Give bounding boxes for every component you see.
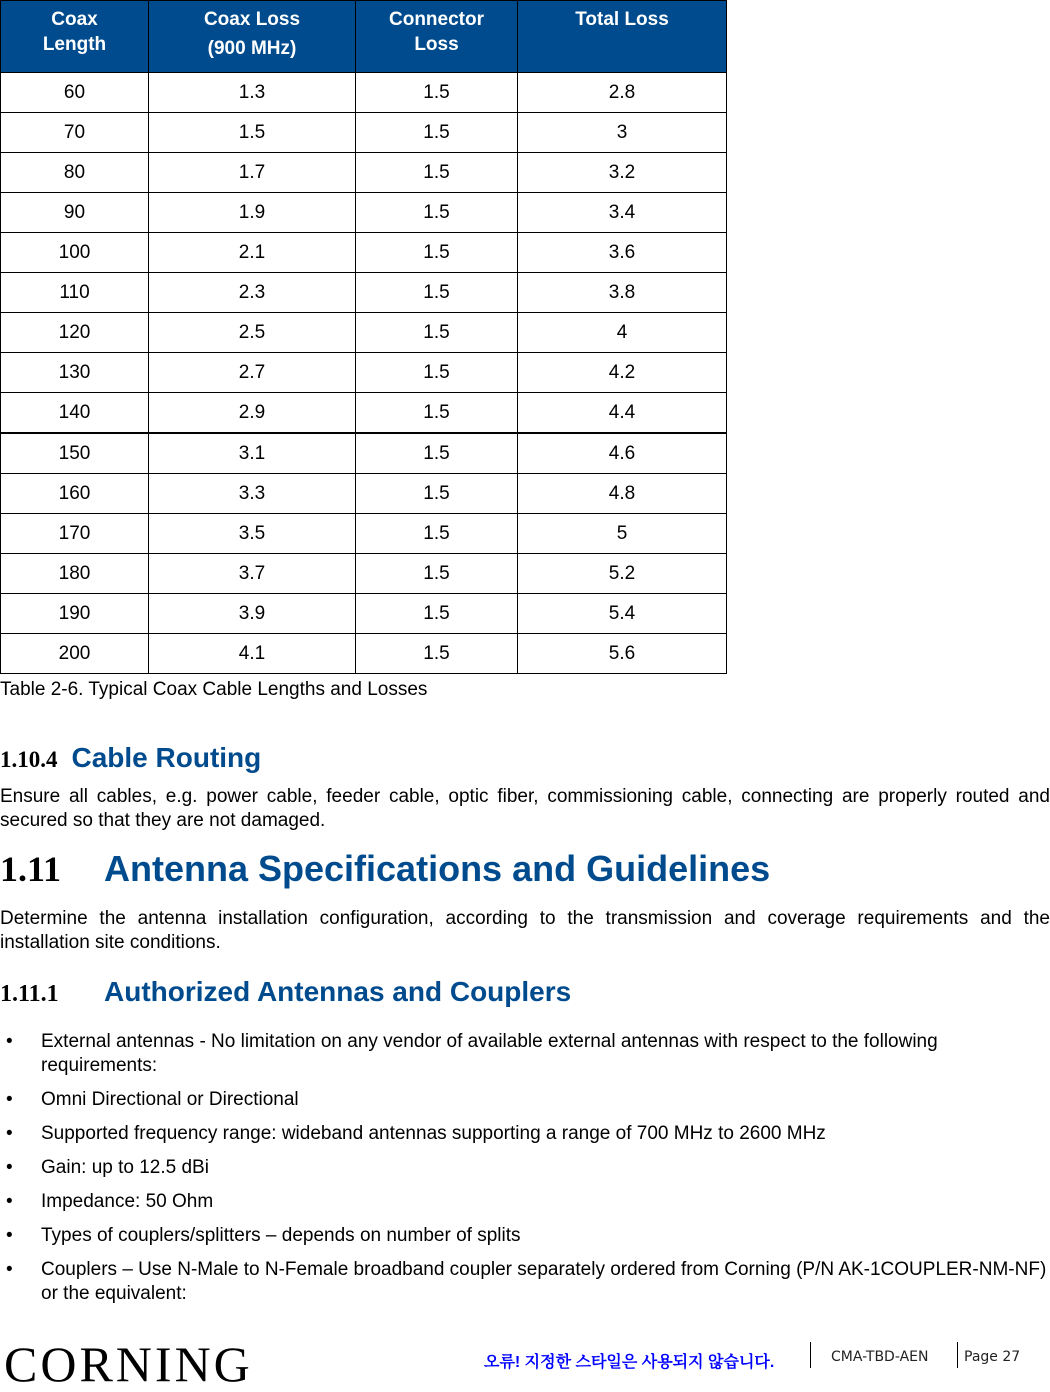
table-row — [1, 153, 727, 193]
table-cell: 1.5 — [356, 153, 518, 193]
footer-page-number: Page 27 — [964, 1349, 1021, 1365]
table-cell: 1.5 — [356, 73, 518, 113]
section-title: Authorized Antennas and Couplers — [104, 976, 572, 1007]
table-header-row — [1, 1, 727, 73]
table-cell: 1.5 — [356, 554, 518, 594]
footer-divider — [810, 1342, 811, 1368]
table-cell: 1.5 — [356, 273, 518, 313]
table-cell: 2.3 — [149, 273, 356, 313]
table-cell: 2.9 — [149, 393, 356, 434]
table-cell: 130 — [1, 353, 149, 393]
section-number: 1.11 — [0, 849, 62, 889]
table-cell: 1.5 — [356, 353, 518, 393]
table-cell: 1.5 — [356, 634, 518, 674]
list-item: • Supported frequency range: wideband antennas supporting a range of 700 MHz to 2600 MHz — [6, 1123, 826, 1144]
table-cell: 170 — [1, 514, 149, 554]
table-cell: 1.5 — [356, 594, 518, 634]
table-row — [1, 73, 727, 113]
table-row — [1, 233, 727, 273]
table-cell: 1.5 — [356, 113, 518, 153]
table-cell: 4 — [518, 313, 727, 353]
list-item: • Impedance: 50 Ohm — [6, 1191, 214, 1212]
antenna-specifications-paragraph: Determine the antenna installation configuration, according to the transmission and coverage requirements and the installation site conditions. — [0, 908, 1050, 953]
table-cell: 1.7 — [149, 153, 356, 193]
table-caption: Table 2-6. Typical Coax Cable Lengths and Losses — [0, 679, 428, 700]
table-cell: 3.8 — [518, 273, 727, 313]
bullet-icon: • — [6, 1157, 13, 1178]
table-cell: 4.4 — [518, 393, 727, 434]
header-connector-loss: Connector Loss — [356, 1, 518, 73]
table-cell: 5.6 — [518, 634, 727, 674]
table-cell: 150 — [1, 433, 149, 474]
antenna-requirements-list — [0, 1030, 1050, 1316]
bullet-icon: • — [6, 1089, 13, 1110]
footer-divider — [957, 1342, 958, 1368]
section-number: 1.10.4 — [0, 747, 58, 772]
table-cell: 3 — [518, 113, 727, 153]
table-cell: 4.2 — [518, 353, 727, 393]
table-cell: 1.5 — [356, 313, 518, 353]
table-cell: 200 — [1, 634, 149, 674]
table-row — [1, 554, 727, 594]
corning-logo: CORNING — [4, 1336, 253, 1392]
table-cell: 5 — [518, 514, 727, 554]
table-cell: 3.7 — [149, 554, 356, 594]
section-title: Antenna Specifications and Guidelines — [104, 848, 771, 889]
table-cell: 3.6 — [518, 233, 727, 273]
footer-style-error: 오류! 지정한 스타일은 사용되지 않습니다. — [484, 1354, 775, 1371]
table-row — [1, 594, 727, 634]
bullet-icon: • — [6, 1259, 13, 1280]
table-cell: 1.9 — [149, 193, 356, 233]
table-row — [1, 353, 727, 393]
table-cell: 3.3 — [149, 474, 356, 514]
header-total-loss: Total Loss — [518, 1, 727, 73]
table-cell: 1.5 — [356, 474, 518, 514]
table-cell: 120 — [1, 313, 149, 353]
table-cell: 3.1 — [149, 433, 356, 474]
bullet-icon: • — [6, 1123, 13, 1144]
table-cell: 5.4 — [518, 594, 727, 634]
cable-routing-paragraph: Ensure all cables, e.g. power cable, feeder cable, optic fiber, commissioning cable, connecting are properly routed and secured so that they are not damaged. — [0, 786, 1050, 831]
table-cell: 190 — [1, 594, 149, 634]
table-cell: 140 — [1, 393, 149, 434]
table-cell: 70 — [1, 113, 149, 153]
bullet-icon: • — [6, 1225, 13, 1246]
header-coax-loss: Coax Loss (900 MHz) — [149, 1, 356, 73]
heading-cable-routing — [0, 742, 261, 774]
table-cell: 3.9 — [149, 594, 356, 634]
table-cell: 1.5 — [356, 393, 518, 434]
table-row — [1, 433, 727, 474]
list-item: • Couplers – Use N-Male to N-Female broadband coupler separately ordered from Corning (P/N AK-1COUPLER-NM-NF) or the equivalent: — [6, 1259, 1047, 1304]
table-cell: 90 — [1, 193, 149, 233]
table-cell: 3.2 — [518, 153, 727, 193]
table-cell: 1.5 — [356, 193, 518, 233]
bullet-icon: • — [6, 1031, 13, 1052]
table-cell: 5.2 — [518, 554, 727, 594]
table-cell: 2.1 — [149, 233, 356, 273]
table-cell: 160 — [1, 474, 149, 514]
bullet-icon: • — [6, 1191, 13, 1212]
table-cell: 2.8 — [518, 73, 727, 113]
section-title: Cable Routing — [71, 742, 262, 773]
table-cell: 4.1 — [149, 634, 356, 674]
heading-authorized-antennas — [0, 976, 571, 1008]
list-item: • Omni Directional or Directional — [6, 1089, 299, 1110]
table-row — [1, 514, 727, 554]
table-cell: 60 — [1, 73, 149, 113]
section-number: 1.11.1 — [0, 981, 59, 1007]
table-cell: 4.8 — [518, 474, 727, 514]
heading-antenna-specifications — [0, 848, 770, 890]
table-cell: 1.5 — [356, 233, 518, 273]
table-cell: 2.5 — [149, 313, 356, 353]
table-row — [1, 113, 727, 153]
table-row — [1, 273, 727, 313]
table-cell: 1.5 — [149, 113, 356, 153]
table-cell: 3.4 — [518, 193, 727, 233]
footer-doc-id: CMA-TBD-AEN — [831, 1349, 929, 1365]
table-cell: 1.5 — [356, 433, 518, 474]
coax-loss-table — [0, 0, 727, 674]
list-item: • External antennas - No limitation on any vendor of available external antennas with respect to the following requirements: — [6, 1031, 938, 1076]
table-cell: 100 — [1, 233, 149, 273]
list-item: • Gain: up to 12.5 dBi — [6, 1157, 209, 1178]
table-cell: 1.3 — [149, 73, 356, 113]
table-cell: 180 — [1, 554, 149, 594]
header-coax-length: Coax Length — [1, 1, 149, 73]
table-cell: 3.5 — [149, 514, 356, 554]
table-row — [1, 313, 727, 353]
table-cell: 80 — [1, 153, 149, 193]
table-cell: 2.7 — [149, 353, 356, 393]
table-row — [1, 193, 727, 233]
table-row — [1, 474, 727, 514]
table-cell: 4.6 — [518, 433, 727, 474]
table-row — [1, 634, 727, 674]
table-row — [1, 393, 727, 434]
table-cell: 110 — [1, 273, 149, 313]
table-cell: 1.5 — [356, 514, 518, 554]
list-item: • Types of couplers/splitters – depends on number of splits — [6, 1225, 521, 1246]
